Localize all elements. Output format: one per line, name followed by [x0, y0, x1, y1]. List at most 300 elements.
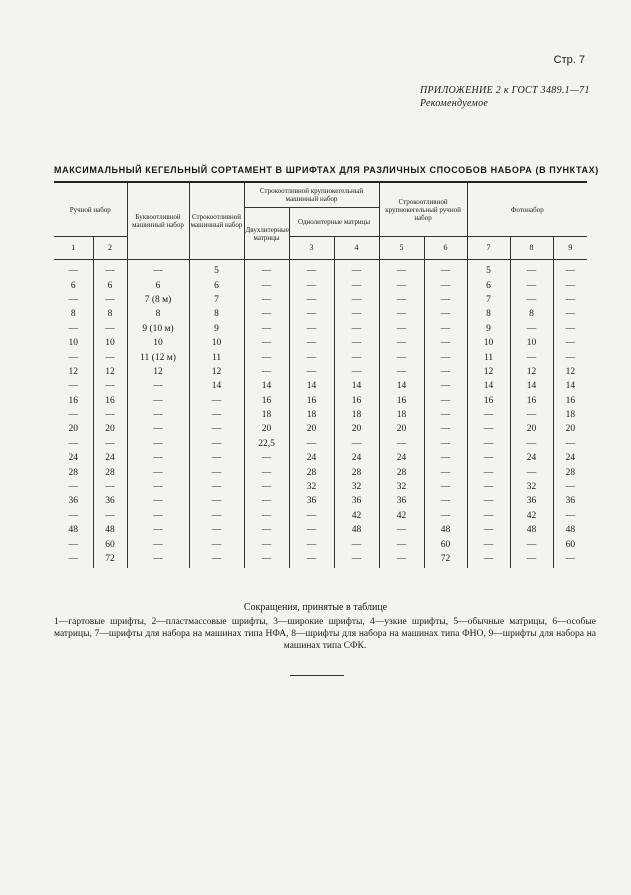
table-cell: —	[127, 480, 189, 494]
table-cell: —	[189, 422, 244, 436]
table-row	[54, 293, 587, 307]
header-line-cast-large-manual: Строкоотливной крупнокегельный ручной набор	[379, 182, 467, 237]
table-cell: —	[467, 523, 510, 537]
table-cell: —	[553, 307, 587, 321]
table-cell: 16	[379, 394, 424, 408]
table-cell: —	[510, 537, 553, 551]
table-cell: —	[424, 480, 467, 494]
table-cell: —	[334, 278, 379, 292]
table-cell: 7	[189, 293, 244, 307]
table-cell: —	[553, 260, 587, 279]
table-cell: —	[93, 260, 127, 279]
table-cell: —	[553, 322, 587, 336]
table-cell: 24	[93, 451, 127, 465]
table-cell: —	[189, 480, 244, 494]
table-cell: —	[244, 322, 289, 336]
table-row	[54, 480, 587, 494]
table-cell: 48	[424, 523, 467, 537]
table-cell: —	[553, 437, 587, 451]
table-cell: 48	[553, 523, 587, 537]
table-cell: —	[189, 465, 244, 479]
table-cell: 18	[379, 408, 424, 422]
header-two-letter: Двухлитерные матрицы	[244, 208, 289, 260]
col-num-7: 7	[467, 237, 510, 260]
table-cell: —	[93, 480, 127, 494]
header-manual: Ручной набор	[54, 182, 127, 237]
table-cell: 16	[93, 394, 127, 408]
table-cell: —	[68, 438, 78, 449]
table-cell: 18	[289, 408, 334, 422]
table-cell: —	[467, 408, 510, 422]
table-cell: —	[334, 437, 379, 451]
table-cell: —	[289, 350, 334, 364]
table-cell: —	[68, 323, 78, 334]
table-cell: —	[289, 509, 334, 523]
table-cell: 36	[379, 494, 424, 508]
header-line-cast-large: Строкоотливной крупнокегельный машинный набор	[244, 182, 379, 208]
table-cell: —	[424, 379, 467, 393]
table-cell: —	[467, 537, 510, 551]
table-cell: —	[244, 480, 289, 494]
table-cell: —	[68, 482, 78, 493]
table-cell: 32	[379, 480, 424, 494]
table-cell: 12	[68, 366, 78, 377]
table-cell: 28	[68, 467, 78, 478]
table-cell: 60	[424, 537, 467, 551]
table-cell: —	[93, 437, 127, 451]
table-cell: 12	[127, 365, 189, 379]
table-cell: —	[189, 408, 244, 422]
col-num-9: 9	[553, 237, 587, 260]
table-cell: —	[510, 552, 553, 568]
table-row	[54, 465, 587, 479]
col-num-1: 1	[54, 237, 93, 260]
table-cell: —	[379, 523, 424, 537]
table-body	[54, 260, 587, 569]
table-title: МАКСИМАЛЬНЫЙ КЕГЕЛЬНЫЙ СОРТАМЕНТ В ШРИФТАХ ДЛЯ РАЗЛИЧНЫХ СПОСОБОВ НАБОРА (В ПУНКТАХ)	[54, 165, 599, 175]
table-cell: —	[334, 350, 379, 364]
table-row	[54, 365, 587, 379]
table-cell: —	[189, 437, 244, 451]
table-cell: —	[510, 278, 553, 292]
table-cell: 36	[510, 494, 553, 508]
table-cell: —	[93, 379, 127, 393]
table-cell: 14	[289, 379, 334, 393]
table-cell: —	[379, 260, 424, 279]
table-cell: —	[467, 494, 510, 508]
table-cell: 12	[510, 365, 553, 379]
table-cell: 8	[127, 307, 189, 321]
table-cell: 20	[553, 422, 587, 436]
table-cell: 24	[379, 451, 424, 465]
table-cell: —	[424, 365, 467, 379]
table-cell: 12	[93, 365, 127, 379]
table-cell: 11	[467, 350, 510, 364]
table-cell: —	[379, 293, 424, 307]
table-cell: —	[424, 422, 467, 436]
table-cell: 24	[334, 451, 379, 465]
table-cell: —	[127, 537, 189, 551]
table-cell: 36	[68, 496, 78, 507]
table-cell: —	[244, 307, 289, 321]
table-cell: —	[334, 336, 379, 350]
table-cell: —	[289, 437, 334, 451]
table-row	[54, 322, 587, 336]
table-cell: —	[424, 260, 467, 279]
table-cell: 8	[93, 307, 127, 321]
table-cell: 28	[553, 465, 587, 479]
table-row	[54, 336, 587, 350]
table-cell: —	[467, 465, 510, 479]
table-cell: —	[553, 509, 587, 523]
table-cell: —	[93, 350, 127, 364]
table-cell: —	[127, 494, 189, 508]
table-cell: 22,5	[244, 437, 289, 451]
col-num-2: 2	[93, 237, 127, 260]
table-cell: 20	[334, 422, 379, 436]
table-cell: 32	[510, 480, 553, 494]
table-cell: 11 (12 м)	[127, 350, 189, 364]
page-number: Стр. 7	[553, 54, 585, 66]
header-photo: Фотонабор	[467, 182, 587, 237]
header-letter-cast: Буквоотливной машинный набор	[127, 182, 189, 260]
table-cell: 48	[334, 523, 379, 537]
table-cell: 18	[334, 408, 379, 422]
table-cell: —	[424, 408, 467, 422]
table-cell: 5	[467, 260, 510, 279]
table-cell: —	[510, 293, 553, 307]
table-cell: 10	[467, 336, 510, 350]
table-cell: —	[189, 509, 244, 523]
table-row	[54, 509, 587, 523]
table-cell: 10	[510, 336, 553, 350]
table-cell: —	[244, 523, 289, 537]
table-cell: 16	[510, 394, 553, 408]
table-cell: 48	[68, 525, 78, 536]
table-cell: 20	[289, 422, 334, 436]
table-cell: 10	[68, 338, 78, 349]
table-cell: —	[244, 465, 289, 479]
table-row	[54, 422, 587, 436]
table-cell: 16	[334, 394, 379, 408]
table-cell: —	[68, 510, 78, 521]
table-cell: 72	[93, 552, 127, 568]
table-cell: —	[424, 494, 467, 508]
table-cell: 24	[289, 451, 334, 465]
table-cell: 9	[467, 322, 510, 336]
table-cell: 8	[70, 309, 76, 320]
table-cell: —	[379, 437, 424, 451]
table-cell: 20	[244, 422, 289, 436]
table-cell: —	[289, 278, 334, 292]
table-cell: —	[510, 350, 553, 364]
table-cell: —	[93, 293, 127, 307]
table-cell: 20	[510, 422, 553, 436]
table-cell: —	[244, 350, 289, 364]
table-cell: 14	[553, 379, 587, 393]
table-cell: —	[553, 293, 587, 307]
table-cell: —	[68, 554, 78, 564]
table-cell: —	[289, 552, 334, 568]
table-cell: 60	[93, 537, 127, 551]
table-cell: 8	[510, 307, 553, 321]
table-cell: —	[93, 509, 127, 523]
table-cell: —	[244, 451, 289, 465]
table-cell: 6	[189, 278, 244, 292]
table-cell: 42	[510, 509, 553, 523]
table-cell: —	[127, 379, 189, 393]
table-cell: —	[289, 523, 334, 537]
table-cell: 14	[244, 379, 289, 393]
table-cell: —	[334, 322, 379, 336]
table-cell: 36	[553, 494, 587, 508]
table-cell: —	[379, 322, 424, 336]
table-cell: 36	[289, 494, 334, 508]
table-cell: —	[424, 465, 467, 479]
appendix-note	[420, 84, 590, 110]
font-size-table	[54, 181, 587, 568]
table-cell: —	[424, 509, 467, 523]
table-cell: 8	[467, 307, 510, 321]
table-cell: —	[467, 552, 510, 568]
table-cell: —	[189, 394, 244, 408]
table-cell: 14	[467, 379, 510, 393]
table-cell: —	[553, 278, 587, 292]
table-row	[54, 552, 587, 568]
table-cell: 9 (10 м)	[127, 322, 189, 336]
table-cell: —	[244, 509, 289, 523]
table-cell: —	[289, 260, 334, 279]
table-cell: 32	[289, 480, 334, 494]
table-cell: 16	[467, 394, 510, 408]
col-num-6: 6	[424, 237, 467, 260]
table-cell: —	[93, 408, 127, 422]
table-cell: —	[334, 293, 379, 307]
table-cell: —	[379, 336, 424, 350]
table-row	[54, 437, 587, 451]
col-num-5: 5	[379, 237, 424, 260]
table-cell: —	[553, 552, 587, 568]
table-cell: —	[127, 509, 189, 523]
table-cell: —	[189, 552, 244, 568]
table-cell: —	[127, 552, 189, 568]
table-cell: —	[334, 552, 379, 568]
table-cell: —	[244, 537, 289, 551]
table-cell: —	[379, 365, 424, 379]
table-row	[54, 379, 587, 393]
table-cell: —	[127, 422, 189, 436]
table-cell: —	[289, 365, 334, 379]
table-cell: —	[424, 307, 467, 321]
table-cell: —	[244, 293, 289, 307]
table-cell: —	[244, 552, 289, 568]
table-row	[54, 408, 587, 422]
table-cell: —	[127, 260, 189, 279]
table-cell: —	[93, 322, 127, 336]
table-cell: 16	[244, 394, 289, 408]
table-cell: 7 (8 м)	[127, 293, 189, 307]
table-cell: —	[510, 465, 553, 479]
table-cell: —	[424, 394, 467, 408]
table-cell: 6	[70, 280, 76, 291]
table-cell: —	[379, 350, 424, 364]
table-cell: 5	[189, 260, 244, 279]
table-cell: 9	[189, 322, 244, 336]
table-cell: —	[189, 451, 244, 465]
table-cell: 7	[467, 293, 510, 307]
table-cell: —	[379, 537, 424, 551]
table-cell: 18	[244, 408, 289, 422]
table-cell: 16	[553, 394, 587, 408]
table-cell: 20	[68, 424, 78, 435]
table-cell: 16	[289, 394, 334, 408]
table-cell: —	[510, 260, 553, 279]
table-cell: —	[189, 494, 244, 508]
table-cell: 24	[510, 451, 553, 465]
table-cell: —	[467, 451, 510, 465]
table-cell: —	[68, 381, 78, 392]
table-cell: 24	[553, 451, 587, 465]
end-rule	[290, 675, 344, 676]
table-cell: —	[68, 352, 78, 363]
table-cell: 36	[93, 494, 127, 508]
table-cell: 32	[334, 480, 379, 494]
table-cell: —	[127, 523, 189, 537]
table-cell: —	[334, 260, 379, 279]
col-num-3: 3	[289, 237, 334, 260]
table-cell: 24	[68, 453, 78, 464]
table-cell: 28	[93, 465, 127, 479]
table-cell: —	[244, 260, 289, 279]
table-cell: 28	[379, 465, 424, 479]
table-cell: —	[510, 408, 553, 422]
abbreviations-title: Сокращения, принятые в таблице	[243, 602, 388, 613]
header-line-cast: Строкоотливной машинный набор	[189, 182, 244, 260]
table-row	[54, 523, 587, 537]
table-cell: —	[467, 422, 510, 436]
table-row	[54, 451, 587, 465]
table-row	[54, 537, 587, 551]
table-cell: —	[467, 480, 510, 494]
table-cell: 42	[379, 509, 424, 523]
table-cell: 14	[189, 379, 244, 393]
table-cell: 10	[189, 336, 244, 350]
table-cell: —	[424, 437, 467, 451]
table-cell: 60	[553, 537, 587, 551]
table-cell: —	[244, 494, 289, 508]
table-cell: —	[289, 322, 334, 336]
table-cell: 12	[467, 365, 510, 379]
table-cell: —	[189, 537, 244, 551]
header-one-letter: Однолитерные матрицы	[289, 208, 379, 237]
table-cell: —	[127, 408, 189, 422]
table-cell: —	[379, 278, 424, 292]
table-cell: —	[68, 294, 78, 305]
table-row	[54, 260, 587, 279]
table-cell: 36	[334, 494, 379, 508]
abbreviations-text: 1—гартовые шрифты, 2—пластмассовые шрифты, 3—широкие шрифты, 4—узкие шрифты, 5—обычные матрицы, 6—особые матрицы, 7—шрифты для набора на машинах типа НФА, 8—шрифты для набора на машинах типа ФНО, 9—шрифты для набора на машинах типа СФК.	[54, 617, 596, 651]
table-cell: 48	[93, 523, 127, 537]
table-cell: —	[244, 365, 289, 379]
table-cell: —	[553, 350, 587, 364]
table-cell: —	[289, 307, 334, 321]
table-cell: —	[510, 322, 553, 336]
table-cell: —	[289, 336, 334, 350]
table-cell: —	[127, 451, 189, 465]
table-row	[54, 494, 587, 508]
table-cell: 14	[510, 379, 553, 393]
table-cell: —	[244, 336, 289, 350]
table-cell: 14	[334, 379, 379, 393]
table-cell: 8	[189, 307, 244, 321]
table-cell: 18	[553, 408, 587, 422]
table-cell: —	[553, 336, 587, 350]
table-cell: —	[379, 552, 424, 568]
table-cell: 48	[510, 523, 553, 537]
table-cell: —	[127, 437, 189, 451]
col-num-4: 4	[334, 237, 379, 260]
table-cell: 72	[424, 552, 467, 568]
table-cell: —	[424, 278, 467, 292]
table-cell: 42	[334, 509, 379, 523]
table-cell: —	[424, 293, 467, 307]
table-cell: 10	[93, 336, 127, 350]
table-cell: —	[424, 336, 467, 350]
table-cell: —	[244, 278, 289, 292]
table-cell: —	[334, 365, 379, 379]
table-cell: 10	[127, 336, 189, 350]
table-cell: —	[424, 322, 467, 336]
table-cell: 12	[553, 365, 587, 379]
table-cell: 6	[467, 278, 510, 292]
table-cell: 28	[334, 465, 379, 479]
table-row	[54, 394, 587, 408]
table-cell: —	[379, 307, 424, 321]
table-cell: —	[127, 465, 189, 479]
appendix-line-2: Рекомендуемое	[420, 98, 489, 109]
table-cell: 28	[289, 465, 334, 479]
table-cell: —	[424, 350, 467, 364]
table-cell: 14	[379, 379, 424, 393]
col-num-8: 8	[510, 237, 553, 260]
table-cell: 16	[68, 395, 78, 406]
table-cell: —	[510, 437, 553, 451]
table-cell: —	[334, 307, 379, 321]
table-cell: 6	[93, 278, 127, 292]
table-cell: 20	[379, 422, 424, 436]
table-cell: 20	[93, 422, 127, 436]
table-cell: —	[289, 293, 334, 307]
table-cell: —	[424, 451, 467, 465]
table-row	[54, 350, 587, 364]
appendix-line-1: ПРИЛОЖЕНИЕ 2 к ГОСТ 3489.1—71	[420, 85, 590, 96]
table-cell: —	[68, 410, 78, 421]
table-cell: 6	[127, 278, 189, 292]
table-cell: —	[467, 437, 510, 451]
table-cell: —	[289, 537, 334, 551]
table-cell: —	[68, 539, 78, 550]
table-cell: —	[68, 266, 78, 277]
table-row	[54, 307, 587, 321]
table-cell: —	[189, 523, 244, 537]
table-cell: 12	[189, 365, 244, 379]
table-cell: 11	[189, 350, 244, 364]
table-row	[54, 278, 587, 292]
table-cell: —	[553, 480, 587, 494]
table-cell: —	[334, 537, 379, 551]
table-cell: —	[127, 394, 189, 408]
table-cell: —	[467, 509, 510, 523]
